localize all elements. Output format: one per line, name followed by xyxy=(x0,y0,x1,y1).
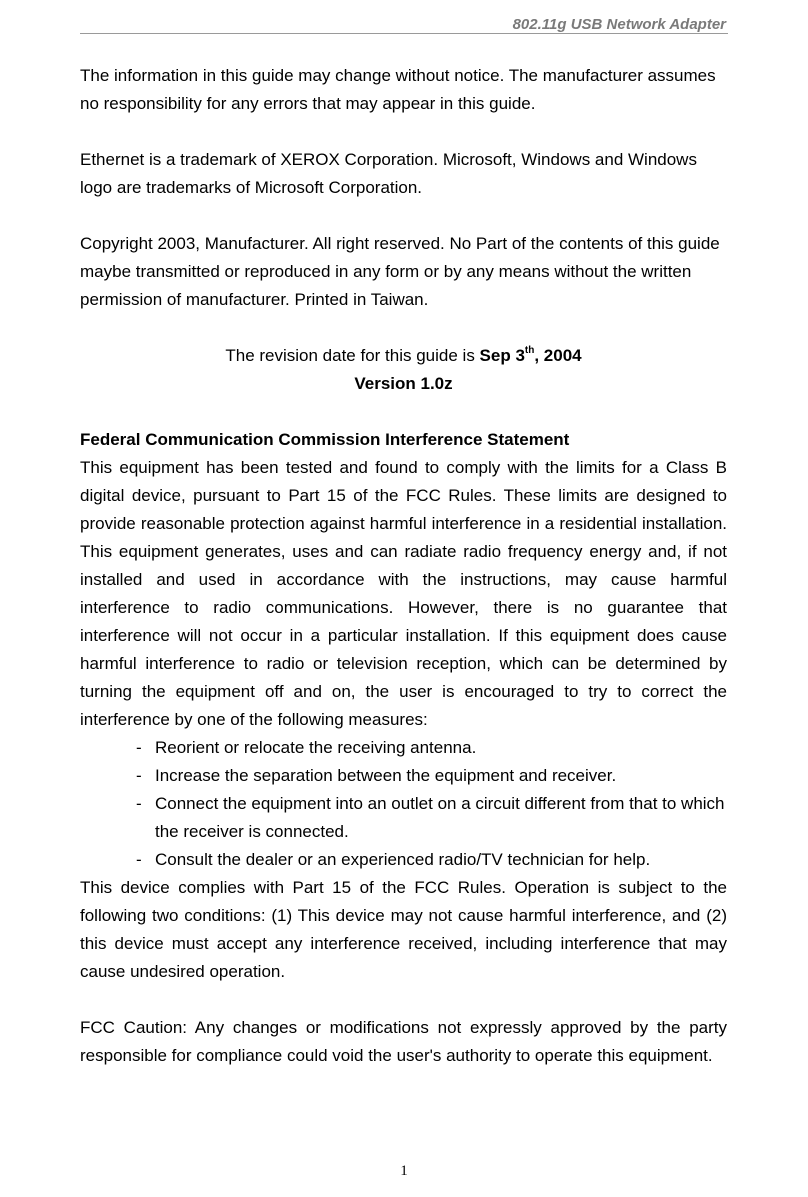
revision-prefix: The revision date for this guide is xyxy=(225,346,480,365)
header-rule xyxy=(80,33,728,34)
measure-text: Consult the dealer or an experienced radio/TV technician for help. xyxy=(155,850,651,869)
revision-date-suffix: th xyxy=(524,345,535,357)
revision-line xyxy=(80,342,727,370)
fcc-heading: Federal Communication Commission Interference Statement xyxy=(80,430,570,449)
revision-date-year: , 2004 xyxy=(534,346,582,365)
measures-list xyxy=(80,734,727,874)
revision-date-day: Sep 3 xyxy=(479,346,525,365)
list-dash: - xyxy=(136,766,142,785)
trademark-paragraph: Ethernet is a trademark of XEROX Corporation. Microsoft, Windows and Windows logo are trademarks of Microsoft Corporation. xyxy=(80,150,697,197)
list-item xyxy=(136,790,727,846)
list-item xyxy=(136,734,727,762)
list-dash: - xyxy=(136,738,142,757)
list-dash: - xyxy=(136,850,142,869)
compliance-paragraph: This device complies with Part 15 of the FCC Rules. Operation is subject to the following two conditions: (1) This device may not cause harmful interference, and (2) this device must accept any interference received, including interference that may cause undesired operation. xyxy=(80,878,727,981)
page-content xyxy=(80,62,727,1070)
list-item xyxy=(136,846,727,874)
measure-text: Increase the separation between the equipment and receiver. xyxy=(155,766,617,785)
measure-text: Reorient or relocate the receiving antenna. xyxy=(155,738,477,757)
fcc-statement: This equipment has been tested and found to comply with the limits for a Class B digital device, pursuant to Part 15 of the FCC Rules. These limits are designed to provide reasonable protection against harmful interference in a residential installation. This equipment generates, uses and can radiate radio frequency energy and, if not installed and used in accordance with the instructions, may cause harmful interference to radio communications. However, there is no guarantee that interference will not occur in a particular installation. If this equipment does cause harmful interference to radio or television reception, which can be determined by turning the equipment off and on, the user is encouraged to try to correct the interference by one of the following measures: xyxy=(80,458,727,729)
copyright-paragraph: Copyright 2003, Manufacturer. All right reserved. No Part of the contents of this guide maybe transmitted or reproduced in any form or by any means without the written permission of manufacturer. Printed in Taiwan. xyxy=(80,234,720,309)
caution-paragraph: FCC Caution: Any changes or modifications not expressly approved by the party responsible for compliance could void the user's authority to operate this equipment. xyxy=(80,1018,727,1065)
measure-text: Connect the equipment into an outlet on a circuit different from that to which the receiver is connected. xyxy=(155,794,725,841)
list-item xyxy=(136,762,727,790)
notice-paragraph: The information in this guide may change without notice. The manufacturer assumes no responsibility for any errors that may appear in this guide. xyxy=(80,66,716,113)
version-line: Version 1.0z xyxy=(354,374,453,393)
running-header-title: 802.11g USB Network Adapter xyxy=(512,16,726,33)
page-number: 1 xyxy=(400,1163,408,1179)
list-dash: - xyxy=(136,794,142,813)
